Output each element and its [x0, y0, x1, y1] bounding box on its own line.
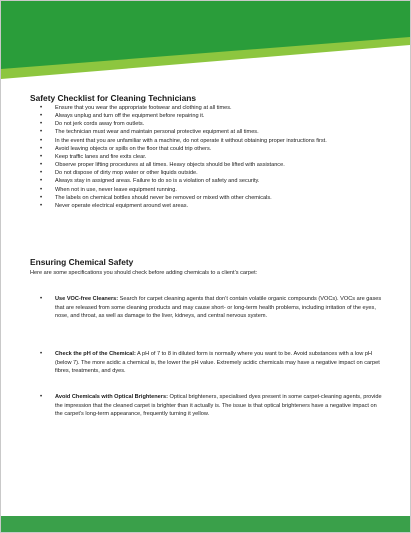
list-item: • Ensure that you wear the appropriate footwear and clothing at all times. — [30, 104, 386, 112]
list-item: • In the event that you are unfamiliar with a machine, do not operate it without obtaining proper instructions first. — [30, 137, 386, 145]
bullet-icon: • — [40, 351, 43, 357]
spec-text: Optical brighteners, specialised dyes present in some carpet-cleaning agents, provide the impression that the cleaned carpet is brighter than it actually is. The issue is that optical brighteners have a negative impact on the carpet’s long-term appearance, frequently turning it yellow. — [55, 394, 382, 418]
spec-text: A pH of 7 to 8 in diluted form is normally where you want to be. Avoid substances with a low pH (below 7). The more acidic a chemical is, the lower the pH value. Extremely acidic chemicals may have a negative impact on carpet fibres, treatments, and dyes. — [55, 351, 380, 375]
section-intro: Here are some specifications you should check before adding chemicals to a client’s carpet: — [30, 270, 258, 276]
list-item: • Observe proper lifting procedures at all times. Heavy objects should be lifted with assistance. — [30, 161, 386, 169]
footer-banner — [1, 516, 410, 532]
safety-checklist — [30, 104, 386, 210]
spec-label: Use VOC-free Cleaners: — [55, 296, 119, 302]
list-item: • Always stay in assigned areas. Failure to do so is a violation of safety and security. — [30, 177, 386, 185]
list-item: • Do not dispose of dirty mop water or other liquids outside. — [30, 169, 386, 177]
spec-item-ph-check — [30, 350, 382, 376]
section-title-chemical-safety: Ensuring Chemical Safety — [30, 257, 134, 267]
bullet-icon: • — [40, 394, 43, 400]
bullet-icon: • — [40, 296, 43, 302]
spec-text: Search for carpet cleaning agents that don’t contain volatile organic compounds (VOCs). VOCs are gases that are released from some cleaning products and may cause short- or long-term health problems, including irritation of the eyes, nose, and throat, as well as damage to the liver, kidneys, and central nervous system. — [55, 296, 382, 320]
list-item: • Always unplug and turn off the equipment before repairing it. — [30, 112, 386, 120]
list-item: • Avoid leaving objects or spills on the floor that could trip others. — [30, 145, 386, 153]
spec-item-voc-free — [30, 295, 382, 321]
section-title-safety-checklist: Safety Checklist for Cleaning Technicians — [30, 93, 196, 103]
list-item: • Keep traffic lanes and fire exits clear. — [30, 153, 386, 161]
list-item: • When not in use, never leave equipment running. — [30, 186, 386, 194]
spec-label: Check the pH of the Chemical: — [55, 351, 136, 357]
spec-label: Avoid Chemicals with Optical Brighteners: — [55, 394, 168, 400]
list-item: • The labels on chemical bottles should never be removed or mixed with other chemicals. — [30, 194, 386, 202]
spec-item-optical-brighteners — [30, 393, 382, 419]
list-item: • The technician must wear and maintain personal protective equipment at all times. — [30, 128, 386, 136]
footer-stripe — [1, 516, 410, 532]
list-item: • Never operate electrical equipment around wet areas. — [30, 202, 386, 210]
document-content — [30, 93, 386, 418]
list-item: • Do not jerk cords away from outlets. — [30, 120, 386, 128]
header-banner — [1, 1, 410, 93]
